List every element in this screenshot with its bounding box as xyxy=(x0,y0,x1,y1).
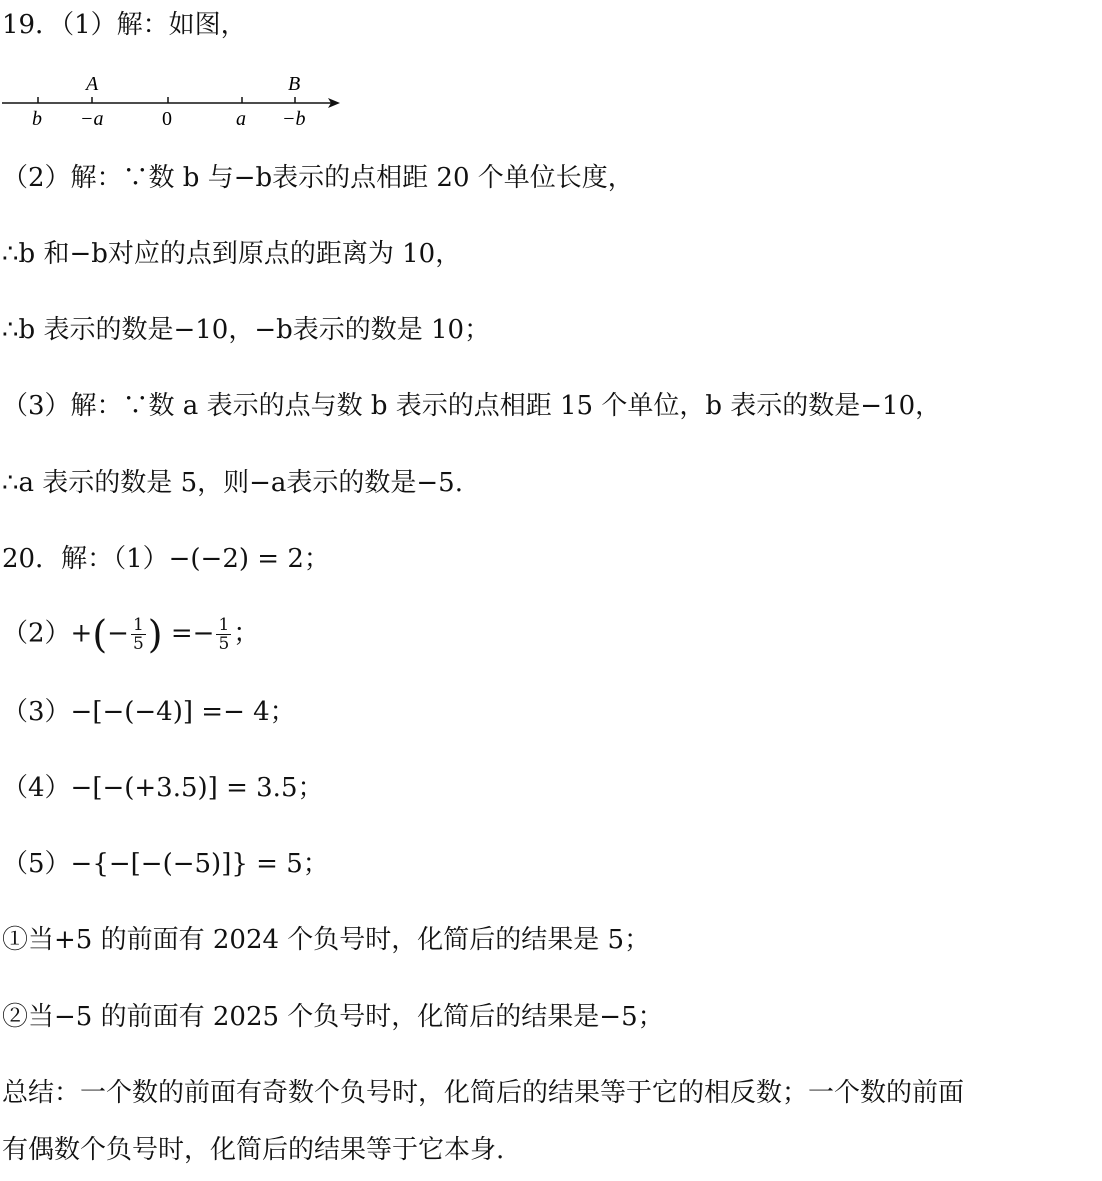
close-paren: ) xyxy=(147,612,163,657)
label-A: A xyxy=(86,73,99,95)
summary-line-2: 有偶数个负号时，化简后的结果等于它本身. xyxy=(2,1135,505,1165)
q20-line-1: 20．解：（1）−(−2) = 2； xyxy=(2,544,330,574)
semicolon: ； xyxy=(233,618,260,649)
q20-l2-prefix: （2）+ xyxy=(2,618,93,649)
equals-minus: =− xyxy=(162,618,215,649)
number-line xyxy=(0,66,360,136)
tick-label-a: a xyxy=(236,108,246,130)
fraction xyxy=(131,616,146,653)
q19-line-3: ∴b 和−b对应的点到原点的距离为 10， xyxy=(2,239,462,269)
q20-case-2: ②当−5 的前面有 2025 个负号时，化简后的结果是−5； xyxy=(2,1002,664,1032)
summary-line-1: 总结：一个数的前面有奇数个负号时，化简后的结果等于它的相反数；一个数的前面 xyxy=(2,1078,965,1108)
fraction-denominator: 5 xyxy=(218,634,230,654)
q20-case-1: ①当+5 的前面有 2024 个负号时，化简后的结果是 5； xyxy=(2,925,651,955)
minus: − xyxy=(107,618,129,649)
q19-line-1: 19．（1）解：如图， xyxy=(2,10,247,40)
q19-line-5: （3）解：∵数 a 表示的点与数 b 表示的点相距 15 个单位，b 表示的数是−10， xyxy=(2,391,942,421)
tick-label-zero: 0 xyxy=(162,108,172,130)
q19-line-6: ∴a 表示的数是 5，则−a表示的数是−5. xyxy=(2,468,463,498)
fraction-denominator: 5 xyxy=(132,634,144,654)
q19-line-2: （2）解：∵数 b 与−b表示的点相距 20 个单位长度， xyxy=(2,163,634,193)
tick-label-b: b xyxy=(32,108,42,130)
q20-line-2 xyxy=(2,612,260,657)
tick-label-neg-b: −b xyxy=(282,108,306,130)
fraction-result xyxy=(216,616,231,653)
q19-line-4: ∴b 表示的数是−10，−b表示的数是 10； xyxy=(2,315,491,345)
q20-line-4: （4）−[−(+3.5)] = 3.5； xyxy=(2,773,324,803)
q20-line-5: （5）−{−[−(−5)]} = 5； xyxy=(2,849,329,879)
label-B: B xyxy=(288,73,301,95)
open-paren: ( xyxy=(92,612,108,657)
q20-line-3: （3）−[−(−4)] =− 4； xyxy=(2,697,296,727)
tick-label-neg-a: −a xyxy=(80,108,104,130)
fraction-numerator: 1 xyxy=(218,615,230,635)
fraction-numerator: 1 xyxy=(132,615,144,635)
